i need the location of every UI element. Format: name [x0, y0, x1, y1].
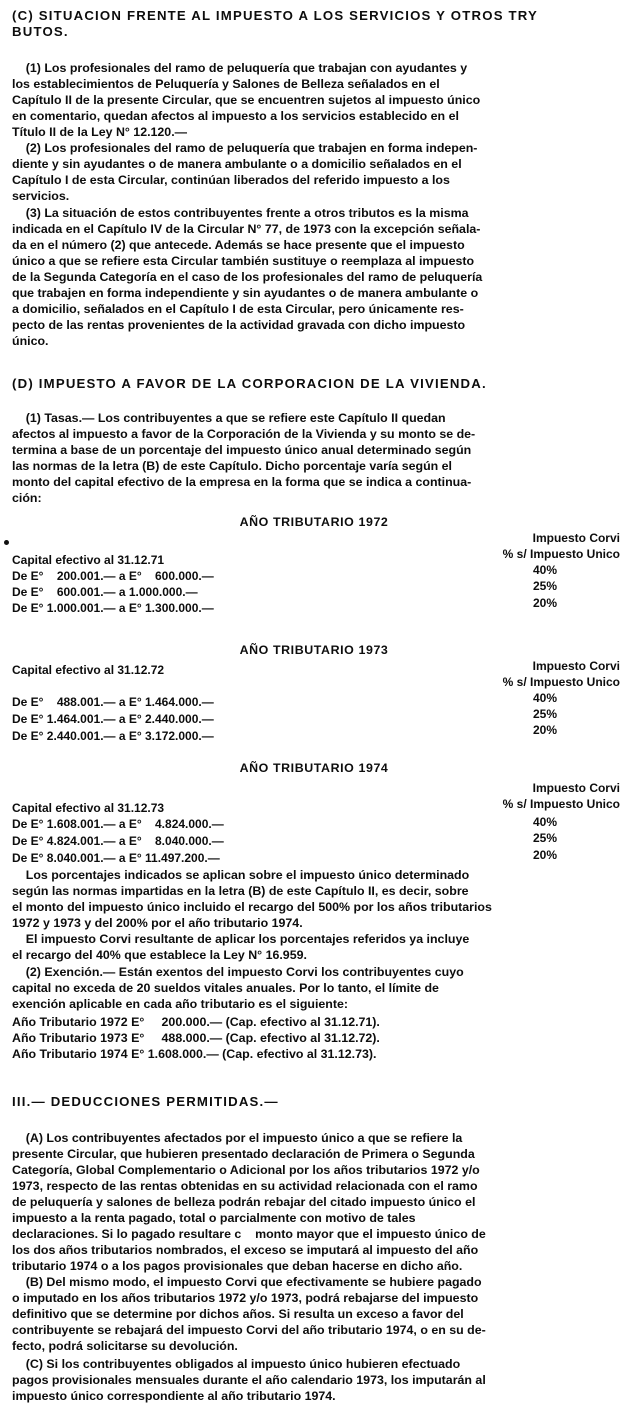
table-capital-label: Capital efectivo al 31.12.73 — [12, 801, 165, 815]
table-header-corvi: Impuesto Corvi — [532, 659, 620, 673]
paragraph-line: monto del capital efectivo de la empresa en la forma que se indica a continua- — [12, 475, 472, 489]
scan-dot — [4, 540, 9, 545]
exemption-line-1973: Año Tributario 1973 E° 488.000.— (Cap. efectivo al 31.12.72). — [12, 1031, 380, 1045]
table-title: AÑO TRIBUTARIO 1972 — [239, 515, 389, 529]
paragraph-line: da en el número (2) que antecede. Además se hace presente que el impuesto — [12, 238, 465, 252]
table-row-range: De E° 1.608.001.— a E° 4.824.000.— — [12, 817, 224, 831]
table-row-pct: 25% — [532, 707, 558, 721]
paragraph-line: definitivo que se determine por dichos años. Si resulta un exceso a favor del — [12, 1307, 464, 1321]
table-row-pct: 25% — [532, 831, 558, 845]
paragraph-line: termina a base de un porcentaje del impuesto único anual determinado según — [12, 443, 472, 457]
table-row-range: De E° 8.040.001.— a E° 11.497.200.— — [12, 851, 220, 865]
table-title: AÑO TRIBUTARIO 1973 — [239, 643, 389, 657]
paragraph-line: los dos años tributarios nombrados, el exceso se imputará al impuesto del año — [12, 1243, 479, 1257]
paragraph-line: declaraciones. Si lo pagado resultare c monto mayor que el impuesto único de — [12, 1227, 486, 1241]
table-row-pct: 40% — [532, 815, 558, 829]
paragraph-line: (2) Exención.— Están exentos del impuesto Corvi los contribuyentes cuyo — [12, 965, 464, 979]
paragraph-line: (2) Los profesionales del ramo de peluquería que trabajen en forma indepen- — [12, 141, 478, 155]
table-row-range: De E° 1.000.001.— a E° 1.300.000.— — [12, 601, 214, 615]
paragraph-line: a domicilio, señalados en el Capítulo I de esta Circular, pero únicamente res- — [12, 302, 464, 316]
table-header-pct: % s/ Impuesto Unico — [502, 797, 620, 811]
table-row-pct: 25% — [532, 579, 558, 593]
paragraph-line: contribuyente se rebajará del impuesto Corvi del año tributario 1974, o en su de- — [12, 1323, 486, 1337]
section-iii-heading: III.— DEDUCCIONES PERMITIDAS.— — [12, 1094, 279, 1109]
paragraph-line: de la Segunda Categoría en el caso de los profesionales del ramo de peluquería — [12, 270, 483, 284]
table-row-range: De E° 200.001.— a E° 600.000.— — [12, 569, 214, 583]
table-row-range: De E° 488.001.— a E° 1.464.000.— — [12, 695, 214, 709]
table-row-pct: 40% — [532, 691, 558, 705]
paragraph-line: exención aplicable en cada año tributario es el siguiente: — [12, 997, 349, 1011]
paragraph-line: el recargo del 40% que establece la Ley N° 16.959. — [12, 948, 307, 962]
paragraph-line: Capítulo I de esta Circular, continúan liberados del referido impuesto a los — [12, 173, 450, 187]
paragraph-line: único a que se refiere esta Circular también sustituye o reemplaza al impuesto — [12, 254, 475, 268]
paragraph-line: ción: — [12, 491, 42, 505]
paragraph-line: 1972 y 1973 y del 200% por el año tributario 1974. — [12, 916, 303, 930]
table-row-range: De E° 2.440.001.— a E° 3.172.000.— — [12, 729, 214, 743]
table-capital-label: Capital efectivo al 31.12.71 — [12, 553, 165, 567]
paragraph-line: presente Circular, que hubieren presentado declaración de Primera o Segunda — [12, 1147, 475, 1161]
table-row-pct: 20% — [532, 723, 558, 737]
paragraph-line: (B) Del mismo modo, el impuesto Corvi que efectivamente se hubiere pagado — [12, 1275, 482, 1289]
table-capital-label: Capital efectivo al 31.12.72 — [12, 663, 165, 677]
paragraph-line: en comentario, quedan afectos al impuesto a los servicios establecido en el — [12, 109, 459, 123]
table-row-pct: 20% — [532, 596, 558, 610]
paragraph-line: Título II de la Ley N° 12.120.— — [12, 125, 188, 139]
paragraph-line: el monto del impuesto único incluido el recargo del 500% por los años tributarios — [12, 900, 492, 914]
table-title: AÑO TRIBUTARIO 1974 — [239, 761, 389, 775]
table-header-corvi: Impuesto Corvi — [532, 781, 620, 795]
paragraph-line: El impuesto Corvi resultante de aplicar los porcentajes referidos ya incluye — [12, 932, 470, 946]
paragraph-line: (1) Tasas.— Los contribuyentes a que se refiere este Capítulo II quedan — [12, 411, 446, 425]
paragraph-line: Categoría, Global Complementario o Adicional por los años tributarios 1972 y/o — [12, 1163, 480, 1177]
paragraph-line: o imputado en los años tributarios 1972 y/o 1973, podrá rebajarse del impuesto — [12, 1291, 479, 1305]
table-header-corvi: Impuesto Corvi — [532, 531, 620, 545]
exemption-line-1974: Año Tributario 1974 E° 1.608.000.— (Cap. efectivo al 31.12.73). — [12, 1047, 377, 1061]
paragraph-line: fecto, podrá solicitarse su devolución. — [12, 1339, 238, 1353]
paragraph-line: único. — [12, 334, 49, 348]
paragraph-line: impuesto a la renta pagado, total o parcialmente con motivo de tales — [12, 1211, 416, 1225]
paragraph-line: indicada en el Capítulo IV de la Circular N° 77, de 1973 con la excepción señala- — [12, 222, 481, 236]
paragraph-line: afectos al impuesto a favor de la Corporación de la Vivienda y su monto se de- — [12, 427, 476, 441]
exemption-line-1972: Año Tributario 1972 E° 200.000.— (Cap. efectivo al 31.12.71). — [12, 1015, 380, 1029]
table-row-range: De E° 1.464.001.— a E° 2.440.000.— — [12, 712, 214, 726]
table-header-pct: % s/ Impuesto Unico — [502, 675, 620, 689]
paragraph-line: impuesto único correspondiente al año tributario 1974. — [12, 1389, 336, 1403]
paragraph-line: (A) Los contribuyentes afectados por el impuesto único a que se refiere la — [12, 1131, 463, 1145]
paragraph-line: 1973, respecto de las rentas obtenidas en su actividad relacionada con el ramo — [12, 1179, 478, 1193]
paragraph-line: que trabajen en forma independiente y sin ayudantes o de manera ambulante o — [12, 286, 479, 300]
paragraph-line: de peluquería y salones de belleza podrán rebajar del citado impuesto único el — [12, 1195, 476, 1209]
paragraph-line: capital no exceda de 20 sueldos vitales anuales. Por lo tanto, el límite de — [12, 981, 439, 995]
paragraph-line: servicios. — [12, 189, 70, 203]
paragraph-line: (C) Si los contribuyentes obligados al impuesto único hubieren efectuado — [12, 1357, 461, 1371]
paragraph-line: pecto de las rentas provenientes de la actividad gravada con dicho impuesto — [12, 318, 466, 332]
paragraph-line: según las normas impartidas en la letra (B) de este Capítulo II, es decir, sobre — [12, 884, 469, 898]
table-row-pct: 20% — [532, 848, 558, 862]
paragraph-line: los establecimientos de Peluquería y Salones de Belleza señalados en el — [12, 77, 440, 91]
section-c-heading-line-2: BUTOS. — [12, 24, 69, 39]
paragraph-line: diente y sin ayudantes o de manera ambulante o a domicilio señalados en el — [12, 157, 462, 171]
section-c-heading-line-1: (C) SITUACION FRENTE AL IMPUESTO A LOS SERVICIOS Y OTROS TRY — [12, 8, 539, 23]
paragraph-line: (3) La situación de estos contribuyentes frente a otros tributos es la misma — [12, 206, 469, 220]
table-row-pct: 40% — [532, 563, 558, 577]
paragraph-line: Capítulo II de la presente Circular, que se encuentren sujetos al impuesto único — [12, 93, 481, 107]
paragraph-line: las normas de la letra (B) de este Capítulo. Dicho porcentaje varía según el — [12, 459, 453, 473]
table-row-range: De E° 4.824.001.— a E° 8.040.000.— — [12, 834, 224, 848]
paragraph-line: (1) Los profesionales del ramo de peluquería que trabajan con ayudantes y — [12, 61, 468, 75]
paragraph-line: Los porcentajes indicados se aplican sobre el impuesto único determinado — [12, 868, 470, 882]
paragraph-line: pagos provisionales mensuales durante el año calendario 1973, los imputarán al — [12, 1373, 486, 1387]
table-row-range: De E° 600.001.— a 1.000.000.— — [12, 585, 198, 599]
table-header-pct: % s/ Impuesto Unico — [502, 547, 620, 561]
section-d-heading: (D) IMPUESTO A FAVOR DE LA CORPORACION DE LA VIVIENDA. — [12, 376, 487, 391]
paragraph-line: tributario 1974 o a los pagos provisionales que deban hacerse en dicho año. — [12, 1259, 463, 1273]
